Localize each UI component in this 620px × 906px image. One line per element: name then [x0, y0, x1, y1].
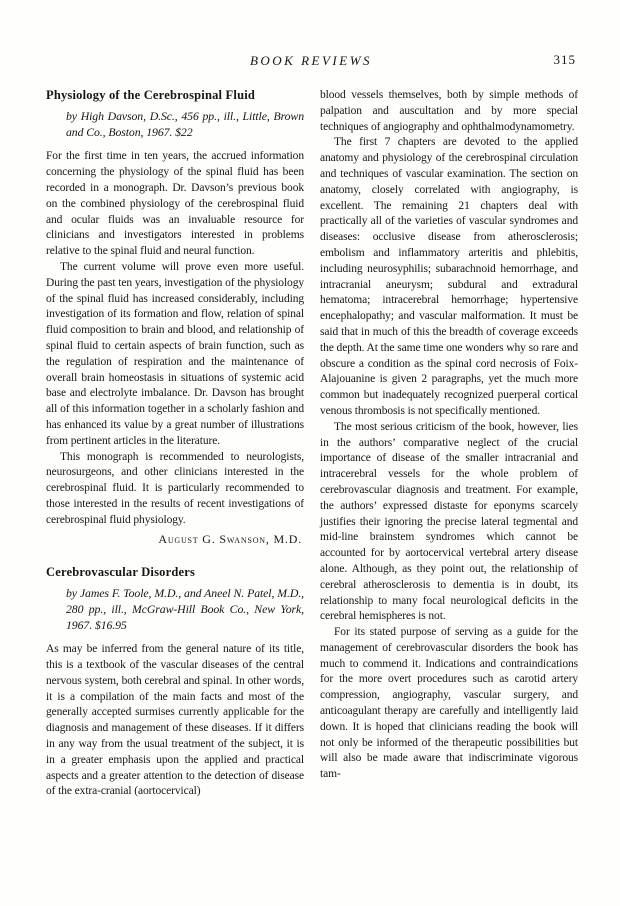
left-column: [46, 88, 304, 800]
review-continuation-paragraph: blood vessels themselves, both by simple methods of palpation and auscultation and by more special techniques of angiography and ophthalmodynamometry.: [320, 89, 578, 133]
review-1-paragraph: This monograph is recommended to neurologists, neurosurgeons, and other clinicians interested in the cerebrospinal fluid. It is particularly recommended to those interested in the results of recent investigations of cerebrospinal fluid physiology.: [46, 450, 304, 526]
review-continuation-paragraph: The first 7 chapters are devoted to the applied anatomy and physiology of the cerebrospinal circulation and techniques of vascular examination. The section on anatomy, closely correlated with angiography, is excellent. The remaining 21 chapters deal with practically all of the varieties of vascular syndromes and diseases: occlusive disease from atherosclerosis; embolism and inflammatory arteritis and phlebitis, including neurosyphilis; subarachnoid hemorrhage, and intracranial aneurysm; subdural and extradural hematoma; intracerebral hemorrhage; hypertensive encephalopathy; and vascular malformation. It must be said that in much of this the breadth of coverage exceeds the depth. At the same time one wonders why so rare and obscure a condition as the spinal cord necrosis of Foix-Alajouanine is given 2 paragraphs, yet the much more common but inadequately recognized puerperal cortical venous thrombosis is not specifically mentioned.: [320, 136, 578, 417]
review-title-physiology-of-the-cerebrospinal-fluid: Physiology of the Cerebrospinal Fluid: [46, 88, 256, 102]
running-head-title: BOOK REVIEWS: [249, 53, 373, 68]
review-1-paragraph: For the first time in ten years, the accrued information concerning the physiology of the spinal fluid has been recorded in a monograph. Dr. Davson’s previous book on the combined physiology of the cerebrospinal fluid and ocular fluids was an invaluable resource for clinicians and investigators interested in problems relative to the spinal fluid and neural function.: [46, 150, 304, 258]
review-continuation-paragraph: For its stated purpose of serving as a guide for the management of cerebrovascular disorders the book has much to commend it. Indications and contraindications for the more overt procedures such as carotid artery compression, angiography, vascular surgery, and anticoagulant therapy are carefully and intelligently laid down. It is hoped that clinicians reading the book will not only be informed of the therapeutic possibilities but will also be made aware that indiscriminate vigorous tam-: [320, 626, 578, 781]
review-1-paragraph: The current volume will prove even more useful. During the past ten years, investigation of the physiology of the spinal fluid has increased considerably, including investigation of its formation and flow, relation of spinal fluid composition to brain and blood, and relationship of spinal fluid to certain aspects of brain function, such as the regulation of respiration and the maintenance of overall brain homeostasis in situations of systemic acid base and electrolyte imbalance. Dr. Davson has brought all of this information together in a scholarly fashion and has enhanced its value by a great number of illustrations from pertinent articles in the literature.: [46, 260, 304, 447]
page-number: 315: [553, 52, 576, 67]
review-1-byline: by High Davson, D.Sc., 456 pp., ill., Little, Brown and Co., Boston, 1967. $22: [66, 109, 304, 140]
right-column: [320, 88, 578, 800]
review-title-cerebrovascular-disorders: Cerebrovascular Disorders: [46, 564, 196, 579]
review-continuation-paragraph: The most serious criticism of the book, however, lies in the authors’ comparative neglect of the crucial importance of disease of the smaller intracranial and intracerebral vessels for the whole problem of cerebrovascular diagnosis and treatment. For example, the authors’ expressed distaste for eponyms scarcely justifies their ignoring the precise lateral tegmental and mid-line brainstem syndromes which cannot be accounted for by aortocervical vertebral artery disease alone. Although, as they point out, the relationship of cerebral atherosclerosis to dementia is in doubt, its relationship to many focal neurological deficits in the cerebral hemispheres is not.: [320, 420, 578, 623]
two-column-layout: [0, 72, 620, 800]
review-2-byline: by James F. Toole, M.D., and Aneel N. Patel, M.D., 280 pp., ill., McGraw-Hill Book Co., New York, 1967. $16.95: [66, 585, 304, 632]
running-head: [46, 0, 576, 72]
review-2-paragraph: As may be inferred from the general nature of its title, this is a textbook of the vascular diseases of the central nervous system, both cerebral and spinal. In other words, it is a compilation of the main facts and most of the generally accepted surmises currently applicable for the diagnosis and management of these diseases. If it differs in any way from the usual treatment of the subject, it is in a greater emphasis upon the applied and practical aspects and a greater attention to the detection of disease of the extra-cranial (aortocervical): [46, 643, 304, 798]
reviewer-signature: August G. Swanson, M.D.: [158, 531, 302, 546]
